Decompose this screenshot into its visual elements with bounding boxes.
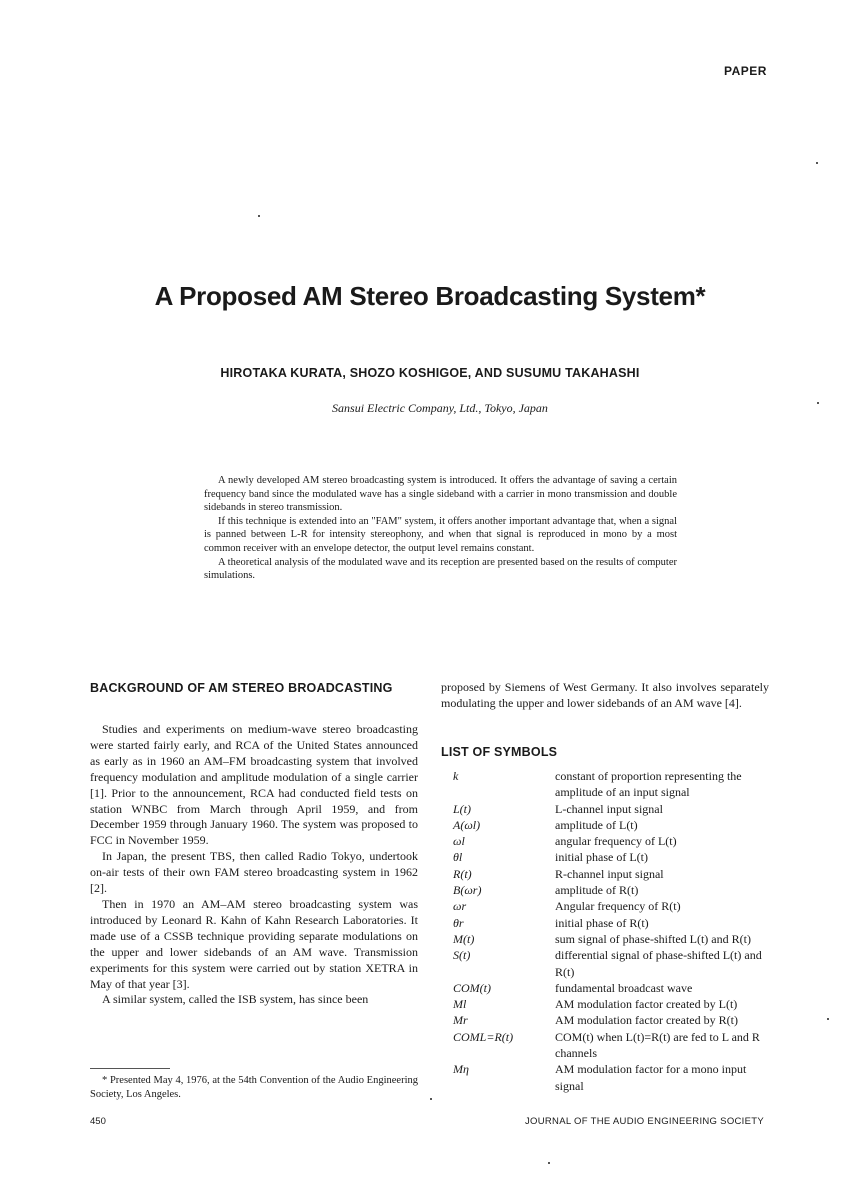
symbol-term: θl [453, 850, 463, 865]
symbol-definition: angular frequency of L(t) [555, 834, 677, 849]
symbol-definition: initial phase of R(t) [555, 915, 649, 930]
paper-title: A Proposed AM Stereo Broadcasting System* [154, 281, 706, 311]
symbol-term: Ml [453, 997, 467, 1012]
scan-speck [817, 402, 819, 404]
abstract-paragraph: A newly developed AM stereo broadcasting system is introduced. It offers the advantage of saving a certain frequency band since the modulated wave has a single sideband with a carrier in mono transmission and double sidebands in stereo transmission. [204, 475, 677, 514]
page-number: 450 [90, 1116, 106, 1127]
journal-name: JOURNAL OF THE AUDIO ENGINEERING SOCIETY [525, 1116, 764, 1127]
author-affiliation: Sansui Electric Company, Ltd., Tokyo, Japan [332, 401, 548, 415]
symbol-term: Mr [453, 1013, 468, 1028]
symbol-definition: AM modulation factor for a mono input signal [555, 1062, 747, 1093]
section-heading-symbols: LIST OF SYMBOLS [441, 745, 558, 759]
symbol-row [441, 768, 771, 801]
symbol-term: ωl [453, 834, 465, 849]
symbol-definition: fundamental broadcast wave [555, 980, 693, 995]
symbol-definition: L-channel input signal [555, 801, 663, 816]
body-paragraph: Then in 1970 an AM–AM stereo broadcasting system was introduced by Leonard R. Kahn of Kahn Research Laboratories. It made use of a CSSB technique providing separate modulations on the upper and lower sidebands of an AM wave. Transmission experiments for this system were carried out by station XETRA in May of that year [3]. [90, 896, 418, 991]
symbol-definition: differential signal of phase-shifted L(t) and R(t) [555, 948, 762, 979]
symbol-definition: AM modulation factor created by L(t) [555, 997, 738, 1012]
symbol-list [441, 768, 771, 1094]
symbol-row [441, 801, 771, 817]
symbol-definition: R-channel input signal [555, 866, 664, 881]
abstract-paragraph: A theoretical analysis of the modulated wave and its reception are presented based on the results of computer simulations. [204, 556, 677, 582]
symbol-row [441, 866, 771, 882]
symbol-term: M(t) [453, 931, 475, 946]
body-paragraph-continued: proposed by Siemens of West Germany. It also involves separately modulating the upper and lower sidebands of an AM wave [4]. [441, 680, 769, 710]
symbol-row [441, 931, 771, 947]
symbol-row [441, 1029, 771, 1062]
symbol-definition: constant of proportion representing the amplitude of an input signal [555, 769, 742, 800]
symbol-definition: sum signal of phase-shifted L(t) and R(t) [555, 931, 751, 946]
symbol-row [441, 833, 771, 849]
symbol-term: ωr [453, 899, 467, 914]
scan-speck [816, 162, 818, 164]
symbol-definition: COM(t) when L(t)=R(t) are fed to L and R channels [555, 1029, 760, 1061]
body-paragraph: A similar system, called the ISB system, has since been [102, 992, 369, 1007]
symbol-row [441, 1012, 771, 1028]
symbol-row [441, 980, 771, 996]
symbol-term: S(t) [453, 948, 471, 963]
footnote-text: * Presented May 4, 1976, at the 54th Convention of the Audio Engineering Society, Los Angeles. [90, 1075, 418, 1100]
scan-speck [430, 1098, 432, 1100]
symbol-definition: Angular frequency of R(t) [555, 899, 681, 914]
symbol-definition: amplitude of R(t) [555, 883, 639, 898]
symbol-term: R(t) [453, 866, 472, 881]
symbol-term: B(ωr) [453, 883, 482, 898]
footnote-rule [90, 1068, 170, 1069]
symbol-term: Mη [453, 1062, 469, 1077]
body-paragraph: Studies and experiments on medium-wave stereo broadcasting were started fairly early, and RCA of the United States announced as early as in 1960 an AM–FM broadcasting system that involved frequency modulation and amplitude modulation of a single carrier [1]. Prior to the announcement, RCA had conducted field tests on station WNBC from March through April 1959, and from December 1959 through January 1960. The system was proposed to FCC in November 1959. [90, 722, 418, 848]
symbol-term: A(ωl) [453, 817, 481, 832]
abstract [204, 474, 677, 583]
scan-speck [258, 215, 260, 217]
symbol-term: k [453, 769, 459, 783]
symbol-row [441, 882, 771, 898]
symbol-definition: amplitude of L(t) [555, 817, 638, 832]
section-label: PAPER [724, 64, 767, 78]
symbol-row [441, 1061, 771, 1094]
footnote [90, 1074, 418, 1101]
symbol-row [441, 849, 771, 865]
author-list: HIROTAKA KURATA, SHOZO KOSHIGOE, AND SUSUMU TAKAHASHI [220, 366, 640, 380]
abstract-paragraph: If this technique is extended into an "FAM" system, it offers another important advantage that, when a signal is panned between L-R for intensity stereophony, and when that signal is reproduced in mono by a most common receiver with an envelope detector, the output level remains constant. [204, 515, 677, 554]
body-column-left [90, 722, 418, 1008]
scan-speck [827, 1018, 829, 1020]
body-column-right [441, 680, 769, 712]
symbol-term: COM(t) [453, 980, 491, 995]
symbol-definition: initial phase of L(t) [555, 850, 648, 865]
symbol-row [441, 898, 771, 914]
symbol-row [441, 915, 771, 931]
symbol-term: COML=R(t) [453, 1029, 514, 1044]
scan-speck [548, 1162, 550, 1164]
body-paragraph: In Japan, the present TBS, then called Radio Tokyo, undertook on-air tests of their own FAM stereo broadcasting system in 1962 [2]. [90, 849, 418, 896]
symbol-definition: AM modulation factor created by R(t) [555, 1013, 738, 1028]
symbol-row [441, 817, 771, 833]
symbol-row [441, 947, 771, 980]
symbol-term: θr [453, 915, 464, 930]
symbol-term: L(t) [453, 801, 471, 816]
symbol-row [441, 996, 771, 1012]
section-heading-background: BACKGROUND OF AM STEREO BROADCASTING [90, 681, 393, 695]
